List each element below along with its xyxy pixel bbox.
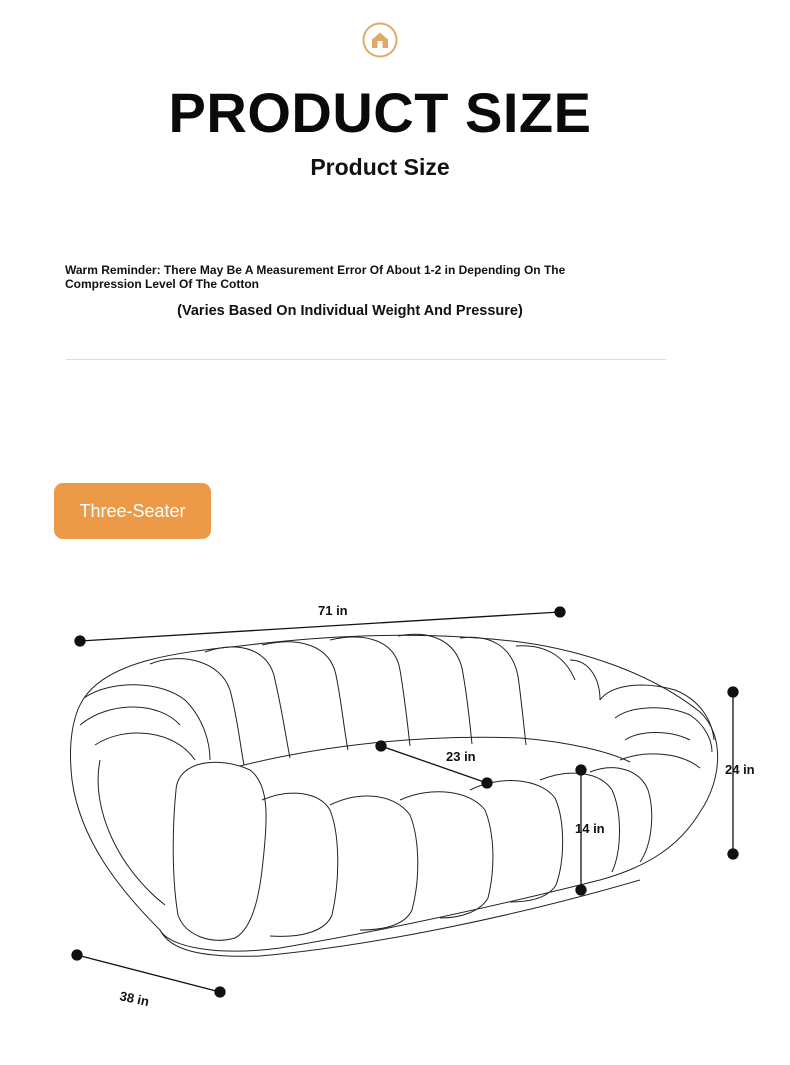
total-height-label: 24 in [725, 762, 755, 777]
length-label: 71 in [318, 603, 348, 618]
page-subtitle: Product Size [310, 154, 450, 180]
depth-start-dot [72, 950, 82, 960]
length-end-dot [555, 607, 565, 617]
total-height-top-dot [728, 687, 738, 697]
sofa-dimension-diagram [0, 560, 790, 1065]
seat-height-label: 14 in [575, 821, 605, 836]
depth-end-dot [215, 987, 225, 997]
seat-depth-label: 23 in [446, 749, 476, 764]
page-title: PRODUCT SIZE [168, 81, 592, 144]
length-start-dot [75, 636, 85, 646]
three-seater-tab[interactable]: Three-Seater [54, 483, 211, 539]
sofa-drawing [71, 634, 718, 956]
dimension-markers [72, 607, 738, 997]
seat-depth-start-dot [376, 741, 386, 751]
measurement-reminder: Warm Reminder: There May Be A Measurement Error Of About 1-2 in Depending On The Compression Level Of The Cotton [65, 263, 566, 291]
section-divider [66, 359, 666, 360]
weight-note: (Varies Based On Individual Weight And Pressure) [177, 303, 523, 319]
total-height-bottom-dot [728, 849, 738, 859]
depth-label: 38 in [118, 988, 151, 1010]
seat-depth-end-dot [482, 778, 492, 788]
seat-height-bottom-dot [576, 885, 586, 895]
home-icon [362, 22, 398, 58]
seat-height-top-dot [576, 765, 586, 775]
depth-line [77, 955, 220, 992]
